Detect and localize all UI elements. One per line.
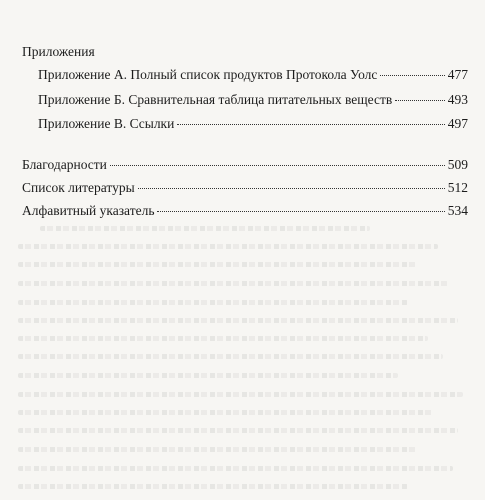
- dot-leader: [177, 124, 444, 125]
- toc-entry-label: Приложение Б. Сравнительная таблица питательных веществ: [38, 92, 393, 107]
- toc-entry-bibliography[interactable]: [22, 180, 468, 196]
- toc-entry-page-number: 534: [447, 203, 468, 218]
- toc-entry-appendix-c[interactable]: [38, 116, 468, 132]
- toc-entry-label: Приложение В. Ссылки: [38, 116, 175, 131]
- toc-entry-label: Алфавитный указатель: [22, 203, 155, 218]
- dot-leader: [110, 165, 445, 166]
- toc-entry-appendix-a[interactable]: [38, 67, 468, 83]
- toc-entry-label: Благодарности: [22, 157, 107, 172]
- toc-entry-label: Список литературы: [22, 180, 135, 195]
- toc-entry-page-number: 477: [447, 67, 468, 82]
- toc-entry-label: Приложение А. Полный список продуктов Протокола Уолс: [38, 67, 378, 82]
- toc-entry-appendix-b[interactable]: [38, 92, 468, 108]
- toc-entry-page-number: 493: [447, 92, 468, 107]
- appendices-heading: Приложения: [22, 44, 95, 59]
- dot-leader: [138, 188, 445, 189]
- toc-entry-page-number: 512: [447, 180, 468, 195]
- dot-leader: [395, 100, 444, 101]
- dot-leader: [380, 75, 444, 76]
- toc-entry-acknowledgements[interactable]: [22, 157, 468, 173]
- toc-entry-index[interactable]: [22, 203, 468, 219]
- toc-entry-page-number: 509: [447, 157, 468, 172]
- toc-entry-page-number: 497: [447, 116, 468, 131]
- dot-leader: [157, 211, 444, 212]
